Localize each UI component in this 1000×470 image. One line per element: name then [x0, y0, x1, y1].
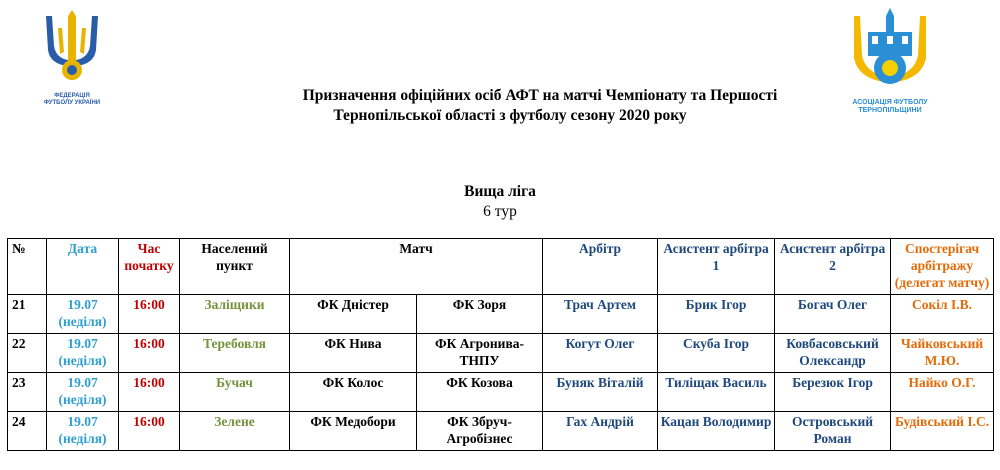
header-date: Дата — [47, 239, 119, 295]
row-observer: Будівський І.С. — [891, 412, 994, 451]
header-num: № — [8, 239, 47, 295]
table-row — [8, 373, 994, 412]
header-assistant-1: Асистент арбітра 1 — [658, 239, 775, 295]
row-num: 23 — [8, 373, 47, 412]
row-observer: Сокіл І.В. — [891, 295, 994, 334]
row-time: 16:00 — [119, 334, 180, 373]
header-place: Населений пункт — [180, 239, 290, 295]
row-assistant-1: Кацан Володимир — [658, 412, 775, 451]
league-heading — [0, 182, 1000, 222]
ffu-logo — [36, 6, 108, 116]
tar-association-emblem-icon — [840, 6, 940, 94]
row-assistant-2: Березюк Ігор — [775, 373, 891, 412]
round-name: 6 тур — [483, 203, 517, 220]
header-observer: Спостерігач арбітражу (делегат матчу) — [891, 239, 994, 295]
row-place: Теребовля — [180, 334, 290, 373]
row-home-team: ФК Колос — [290, 373, 417, 412]
row-assistant-1: Брик Ігор — [658, 295, 775, 334]
row-away-team: ФК Збруч-Агробізнес — [417, 412, 543, 451]
header-match: Матч — [290, 239, 543, 295]
row-assistant-2: Богач Олег — [775, 295, 891, 334]
row-num: 24 — [8, 412, 47, 451]
row-away-team: ФК Зоря — [417, 295, 543, 334]
row-assistant-2: Ковбасовський Олександр — [775, 334, 891, 373]
row-referee: Буняк Віталій — [543, 373, 658, 412]
ffu-logo-text: ФЕДЕРАЦІЯ ФУТБОЛУ УКРАЇНИ — [43, 93, 101, 106]
row-time: 16:00 — [119, 373, 180, 412]
aft-logo-text: АСОЦІАЦІЯ ФУТБОЛУ ТЕРНОПІЛЬЩИНИ — [852, 99, 928, 114]
row-num: 21 — [8, 295, 47, 334]
title-line-1: Призначення офіційних осіб АФТ на матчі Чемпіонату та Першості — [302, 87, 778, 104]
table-header-row — [8, 239, 994, 295]
row-home-team: ФК Нива — [290, 334, 417, 373]
row-date: 19.07 (неділя) — [47, 412, 119, 451]
row-time: 16:00 — [119, 295, 180, 334]
title-line-2: Тернопільської області з футболу сезону 2020 року — [333, 107, 687, 124]
table-row — [8, 295, 994, 334]
row-referee: Гах Андрій — [543, 412, 658, 451]
row-assistant-2: Островський Роман — [775, 412, 891, 451]
row-num: 22 — [8, 334, 47, 373]
header-time: Час початку — [119, 239, 180, 295]
row-assistant-1: Скуба Ігор — [658, 334, 775, 373]
row-away-team: ФК Козова — [417, 373, 543, 412]
row-observer: Найко О.Г. — [891, 373, 994, 412]
appointments-table — [7, 238, 994, 451]
row-referee: Трач Артем — [543, 295, 658, 334]
header-referee: Арбітр — [543, 239, 658, 295]
row-home-team: ФК Дністер — [290, 295, 417, 334]
table-row — [8, 412, 994, 451]
header-assistant-2: Асистент арбітра 2 — [775, 239, 891, 295]
row-place: Бучач — [180, 373, 290, 412]
row-away-team: ФК Агронива-ТНПУ — [417, 334, 543, 373]
league-name: Вища ліга — [464, 183, 536, 200]
row-date: 19.07 (неділя) — [47, 373, 119, 412]
row-date: 19.07 (неділя) — [47, 295, 119, 334]
table-row — [8, 334, 994, 373]
document-title — [200, 86, 880, 126]
row-place: Зелене — [180, 412, 290, 451]
row-home-team: ФК Медобори — [290, 412, 417, 451]
row-time: 16:00 — [119, 412, 180, 451]
ukraine-trident-emblem-icon — [36, 6, 108, 86]
row-observer: Чайковський М.Ю. — [891, 334, 994, 373]
row-date: 19.07 (неділя) — [47, 334, 119, 373]
row-assistant-1: Тиліщак Василь — [658, 373, 775, 412]
row-place: Заліщики — [180, 295, 290, 334]
row-referee: Когут Олег — [543, 334, 658, 373]
